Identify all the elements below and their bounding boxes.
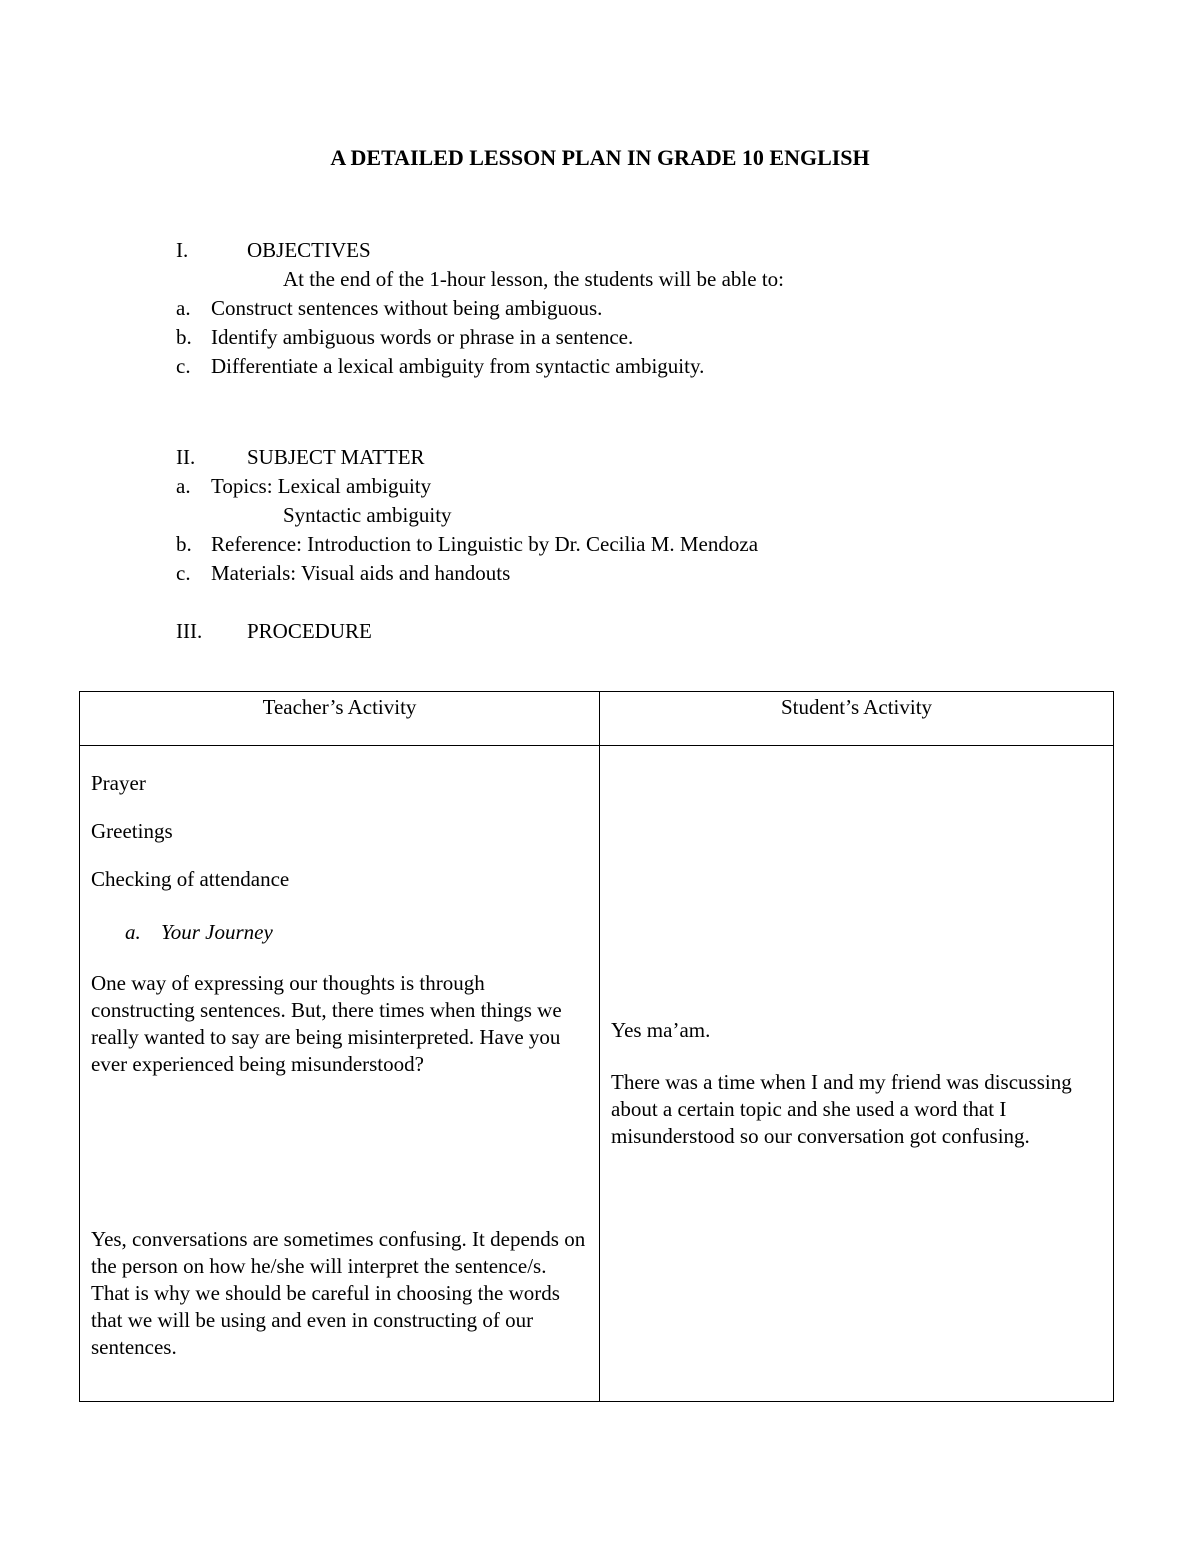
subsection-your-journey [125, 919, 588, 946]
subject-item: Reference: Introduction to Linguistic by Dr. Cecilia M. Mendoza [211, 532, 759, 556]
subject-item: Syntactic ambiguity [283, 503, 452, 527]
objectives-intro: At the end of the 1-hour lesson, the students will be able to: [283, 267, 784, 291]
teacher-activity-header: Teacher’s Activity [80, 692, 600, 746]
student-reply: Yes ma’am. [611, 1018, 711, 1042]
teacher-paragraph: Yes, conversations are sometimes confusing. It depends on the person on how he/she will interpret the sentence/s. That is why we should be careful in choosing the words that we will be using and even in constructing of our sentences. [91, 1227, 586, 1359]
subject-letter: b. [176, 532, 192, 556]
section-numeral-procedure: III. [176, 619, 203, 643]
objective-item: Construct sentences without being ambiguous. [211, 296, 603, 320]
subject-item: Materials: Visual aids and handouts [211, 561, 511, 585]
section-heading-procedure: PROCEDURE [247, 619, 372, 643]
section-heading-objectives: OBJECTIVES [247, 238, 371, 262]
teacher-paragraph: One way of expressing our thoughts is through constructing sentences. But, there times when things we really wanted to say are being misinterpreted. Have you ever experienced being misunderstood? [91, 971, 562, 1076]
objective-item: Identify ambiguous words or phrase in a sentence. [211, 325, 634, 349]
student-activity-header: Student’s Activity [600, 692, 1114, 746]
section-heading-subject-matter: SUBJECT MATTER [247, 445, 425, 469]
procedure-table [79, 691, 1114, 1402]
objective-letter: b. [176, 325, 192, 349]
subject-letter: c. [176, 561, 191, 585]
subsection-title: Your Journey [161, 920, 273, 944]
teacher-activity-cell [80, 746, 600, 1402]
student-activity-cell [600, 746, 1114, 1402]
section-numeral-subject-matter: II. [176, 445, 196, 469]
objective-item: Differentiate a lexical ambiguity from syntactic ambiguity. [211, 354, 705, 378]
subject-letter: a. [176, 474, 191, 498]
objective-letter: a. [176, 296, 191, 320]
objective-letter: c. [176, 354, 191, 378]
opening-line: Greetings [91, 819, 173, 843]
subject-item: Topics: Lexical ambiguity [211, 474, 432, 498]
opening-line: Checking of attendance [91, 867, 290, 891]
subsection-letter: a. [125, 920, 141, 944]
page-title: A DETAILED LESSON PLAN IN GRADE 10 ENGLISH [330, 145, 870, 170]
section-numeral-objectives: I. [176, 238, 189, 262]
student-reply: There was a time when I and my friend was discussing about a certain topic and she used a word that I misunderstood so our conversation got confusing. [611, 1070, 1072, 1148]
opening-line: Prayer [91, 771, 146, 795]
